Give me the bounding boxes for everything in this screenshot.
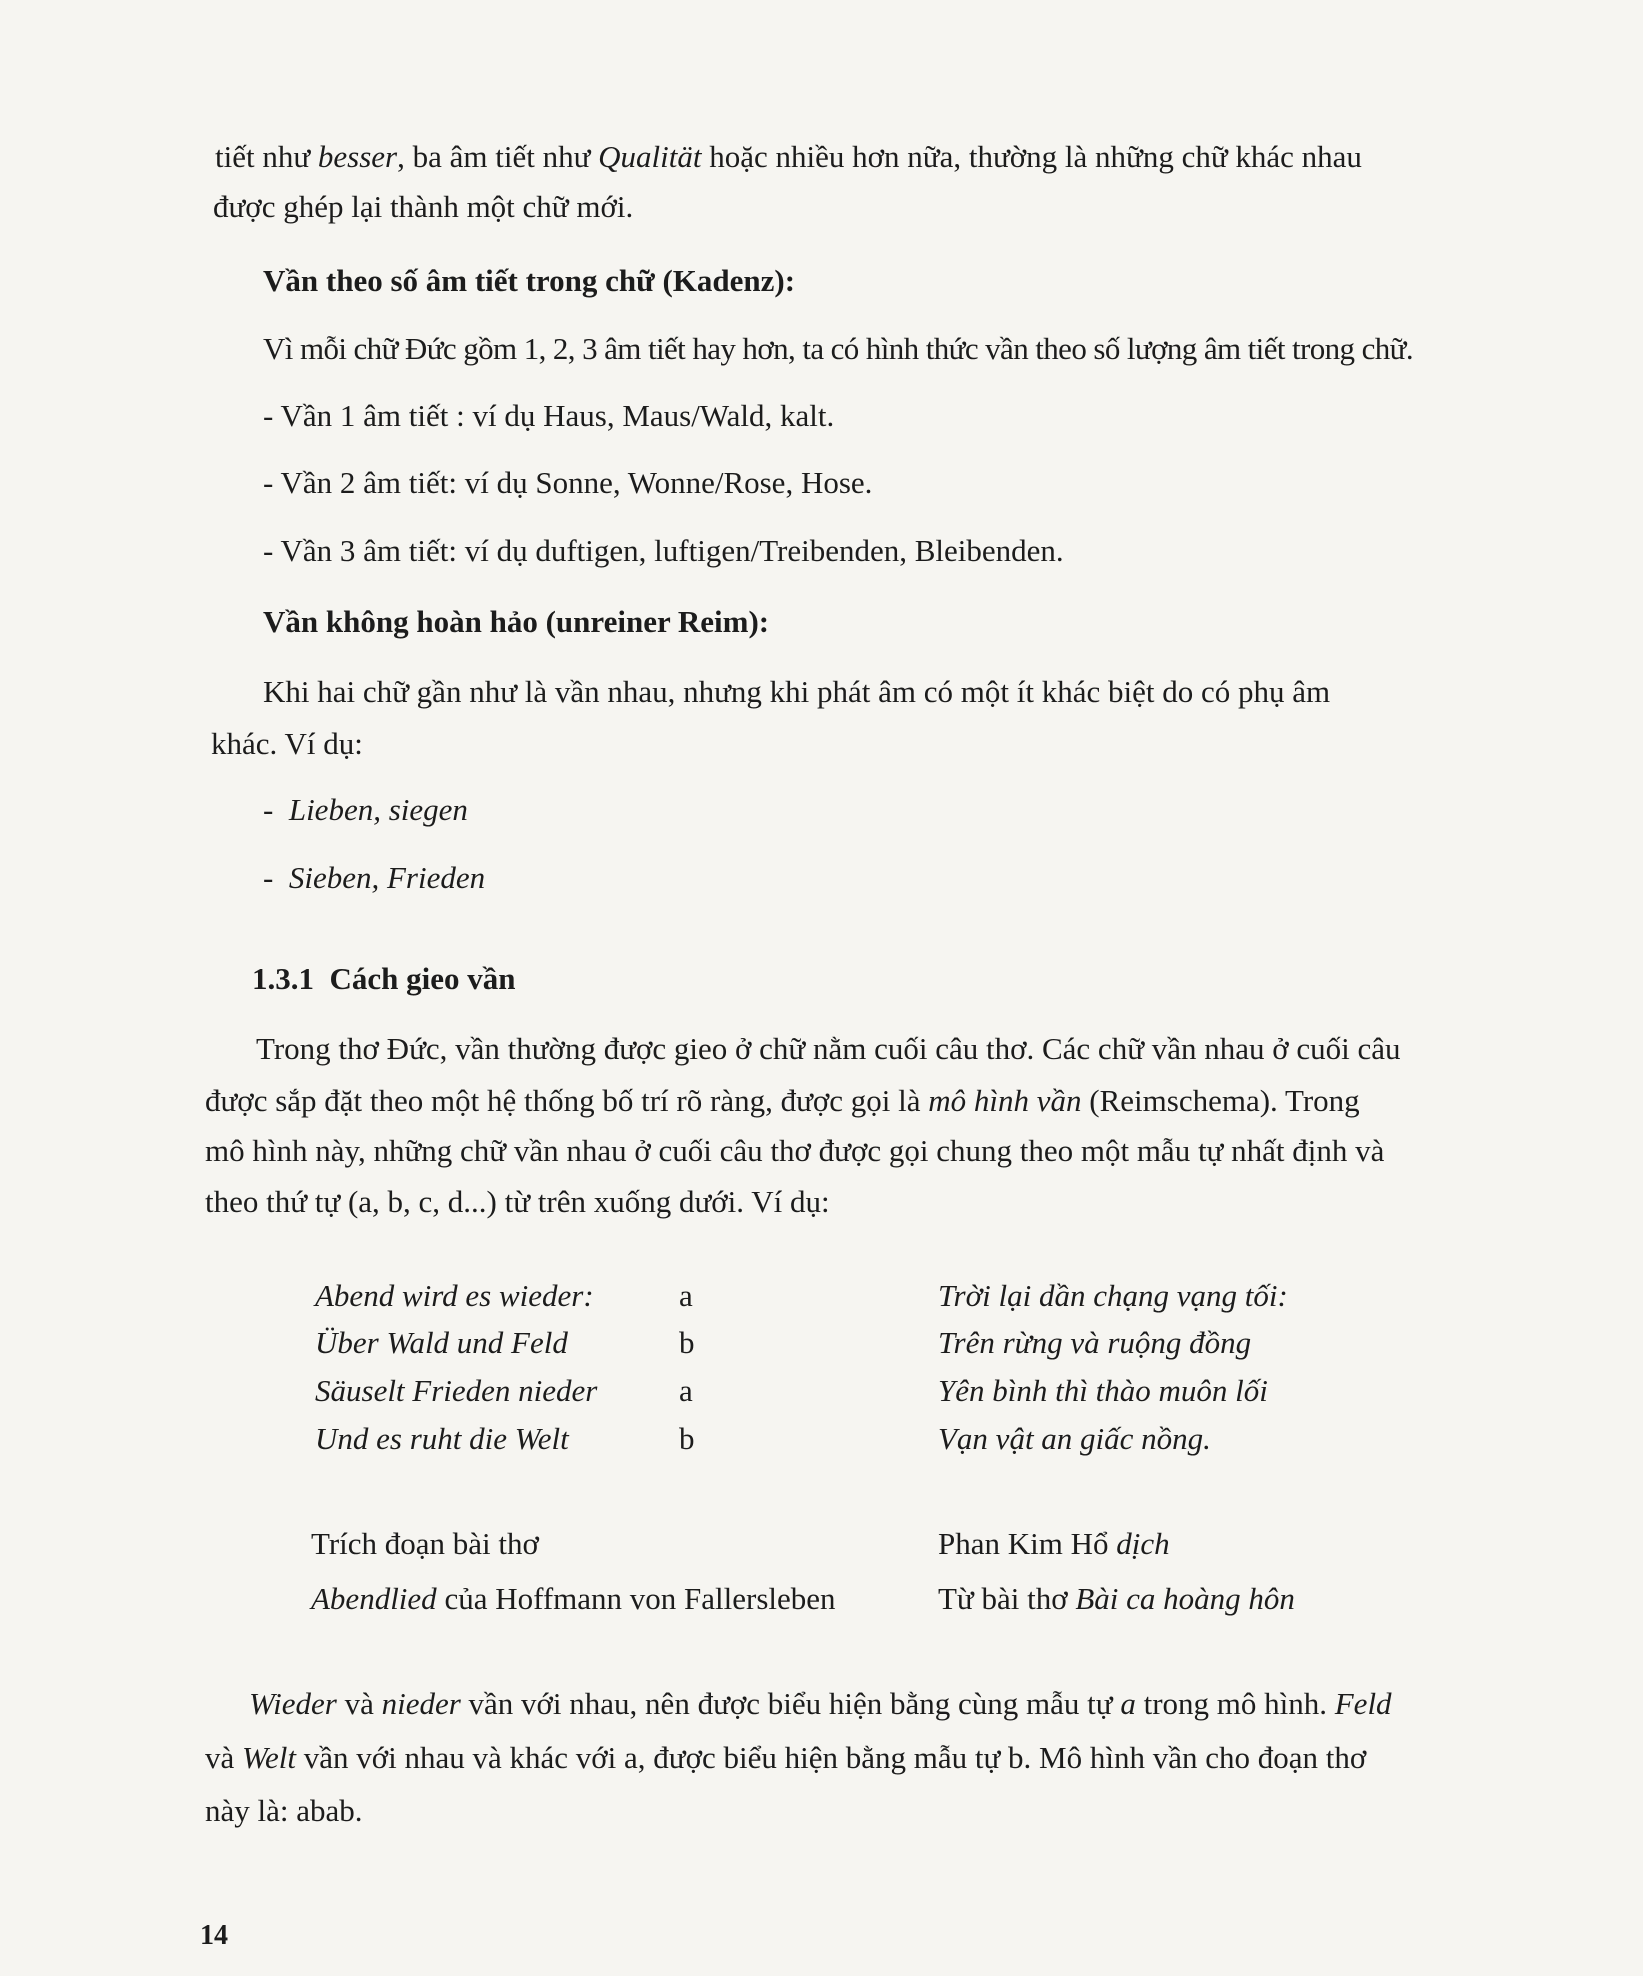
text: trong mô hình. xyxy=(1135,1686,1335,1721)
unrein-heading: Vần không hoàn hảo (unreiner Reim): xyxy=(263,604,770,639)
text: vần với nhau và khác với a, được biểu hiện bằng mẫu tự b. Mô hình vần cho đoạn thơ xyxy=(295,1740,1367,1775)
closing-line2 xyxy=(205,1738,1366,1778)
text: Wieder xyxy=(249,1686,337,1721)
text: và xyxy=(205,1740,243,1775)
text: Qualität xyxy=(598,139,702,174)
text: được sắp đặt theo một hệ thống bố trí rõ ràng, được gọi là xyxy=(205,1083,929,1118)
text: Feld xyxy=(1334,1686,1392,1721)
unrein-line1: Khi hai chữ gần như là vần nhau, nhưng khi phát âm có một ít khác biệt do có phụ âm xyxy=(263,674,1331,709)
text: và xyxy=(336,1686,382,1721)
text: Welt xyxy=(242,1740,296,1775)
text: hoặc nhiều hơn nữa, thường là những chữ khác nhau xyxy=(701,139,1362,174)
text: a xyxy=(1120,1686,1136,1721)
closing-line3: này là: abab. xyxy=(205,1793,363,1828)
unrein-line2: khác. Ví dụ: xyxy=(211,726,363,761)
text: Abendlied xyxy=(311,1581,437,1616)
page-number: 14 xyxy=(200,1920,228,1951)
poem-german-2: Über Wald und Feld xyxy=(315,1325,568,1360)
poem-scheme-1: a xyxy=(679,1278,693,1313)
poem-scheme-4: b xyxy=(679,1421,695,1456)
poem-viet-3: Yên bình thì thào muôn lối xyxy=(938,1373,1268,1408)
text: Từ bài thơ xyxy=(938,1581,1076,1616)
text: của Hoffmann von Fallersleben xyxy=(436,1581,836,1616)
poem-german-3: Säuselt Frieden nieder xyxy=(315,1373,598,1408)
text: dịch xyxy=(1116,1526,1170,1561)
poem-viet-4: Vạn vật an giấc nồng. xyxy=(938,1421,1211,1456)
credit-left-1: Trích đoạn bài thơ xyxy=(311,1526,539,1561)
section-p-line2 xyxy=(205,1081,1360,1121)
text: Sieben, Frieden xyxy=(288,860,486,895)
text: tiết như xyxy=(215,139,318,174)
poem-german-1: Abend wird es wieder: xyxy=(315,1278,594,1313)
unrein-example-1 xyxy=(263,790,468,830)
text: vần với nhau, nên được biểu hiện bằng cùng mẫu tự xyxy=(460,1686,1121,1721)
section-heading xyxy=(252,959,516,999)
unrein-example-2 xyxy=(263,858,485,898)
closing-line1 xyxy=(249,1684,1392,1724)
poem-viet-2: Trên rừng và ruộng đồng xyxy=(938,1325,1252,1360)
kadenz-item-3: - Vần 3 âm tiết: ví dụ duftigen, luftigen/Treibenden, Bleibenden. xyxy=(263,533,1064,568)
kadenz-item-1: - Vần 1 âm tiết : ví dụ Haus, Maus/Wald, kalt. xyxy=(263,398,835,433)
kadenz-heading: Vần theo số âm tiết trong chữ (Kadenz): xyxy=(263,263,796,298)
dash: - xyxy=(263,792,274,827)
kadenz-item-2: - Vần 2 âm tiết: ví dụ Sonne, Wonne/Rose, Hose. xyxy=(263,465,873,500)
poem-scheme-2: b xyxy=(679,1325,695,1360)
text: mô hình vần xyxy=(928,1083,1082,1118)
section-p-line3: mô hình này, những chữ vần nhau ở cuối câu thơ được gọi chung theo một mẫu tự nhất định và xyxy=(205,1133,1385,1168)
text: Bài ca hoàng hôn xyxy=(1075,1581,1295,1616)
poem-viet-1: Trời lại dần chạng vạng tối: xyxy=(938,1278,1288,1313)
text: besser xyxy=(317,139,398,174)
dash: - xyxy=(263,860,274,895)
credit-left-2 xyxy=(311,1579,836,1619)
text: nieder xyxy=(381,1686,461,1721)
text: Lieben, siegen xyxy=(288,792,468,827)
text: (Reimschema). Trong xyxy=(1081,1083,1360,1118)
poem-german-4: Und es ruht die Welt xyxy=(315,1421,569,1456)
text: Phan Kim Hổ xyxy=(938,1526,1117,1561)
credit-right-2 xyxy=(938,1579,1295,1619)
poem-scheme-3: a xyxy=(679,1373,693,1408)
para1-line1 xyxy=(215,137,1362,177)
para1-line2: được ghép lại thành một chữ mới. xyxy=(213,189,634,224)
section-p-line4: theo thứ tự (a, b, c, d...) từ trên xuống dưới. Ví dụ: xyxy=(205,1184,830,1219)
credit-right-1 xyxy=(938,1524,1170,1564)
section-p-line1: Trong thơ Đức, vần thường được gieo ở chữ nằm cuối câu thơ. Các chữ vần nhau ở cuối câu xyxy=(256,1031,1401,1066)
text: , ba âm tiết như xyxy=(397,139,599,174)
kadenz-intro: Vì mỗi chữ Đức gồm 1, 2, 3 âm tiết hay hơn, ta có hình thức vần theo số lượng âm tiết trong chữ. xyxy=(263,331,1414,366)
section-title: Cách gieo vần xyxy=(329,961,516,996)
section-number: 1.3.1 xyxy=(252,961,314,996)
